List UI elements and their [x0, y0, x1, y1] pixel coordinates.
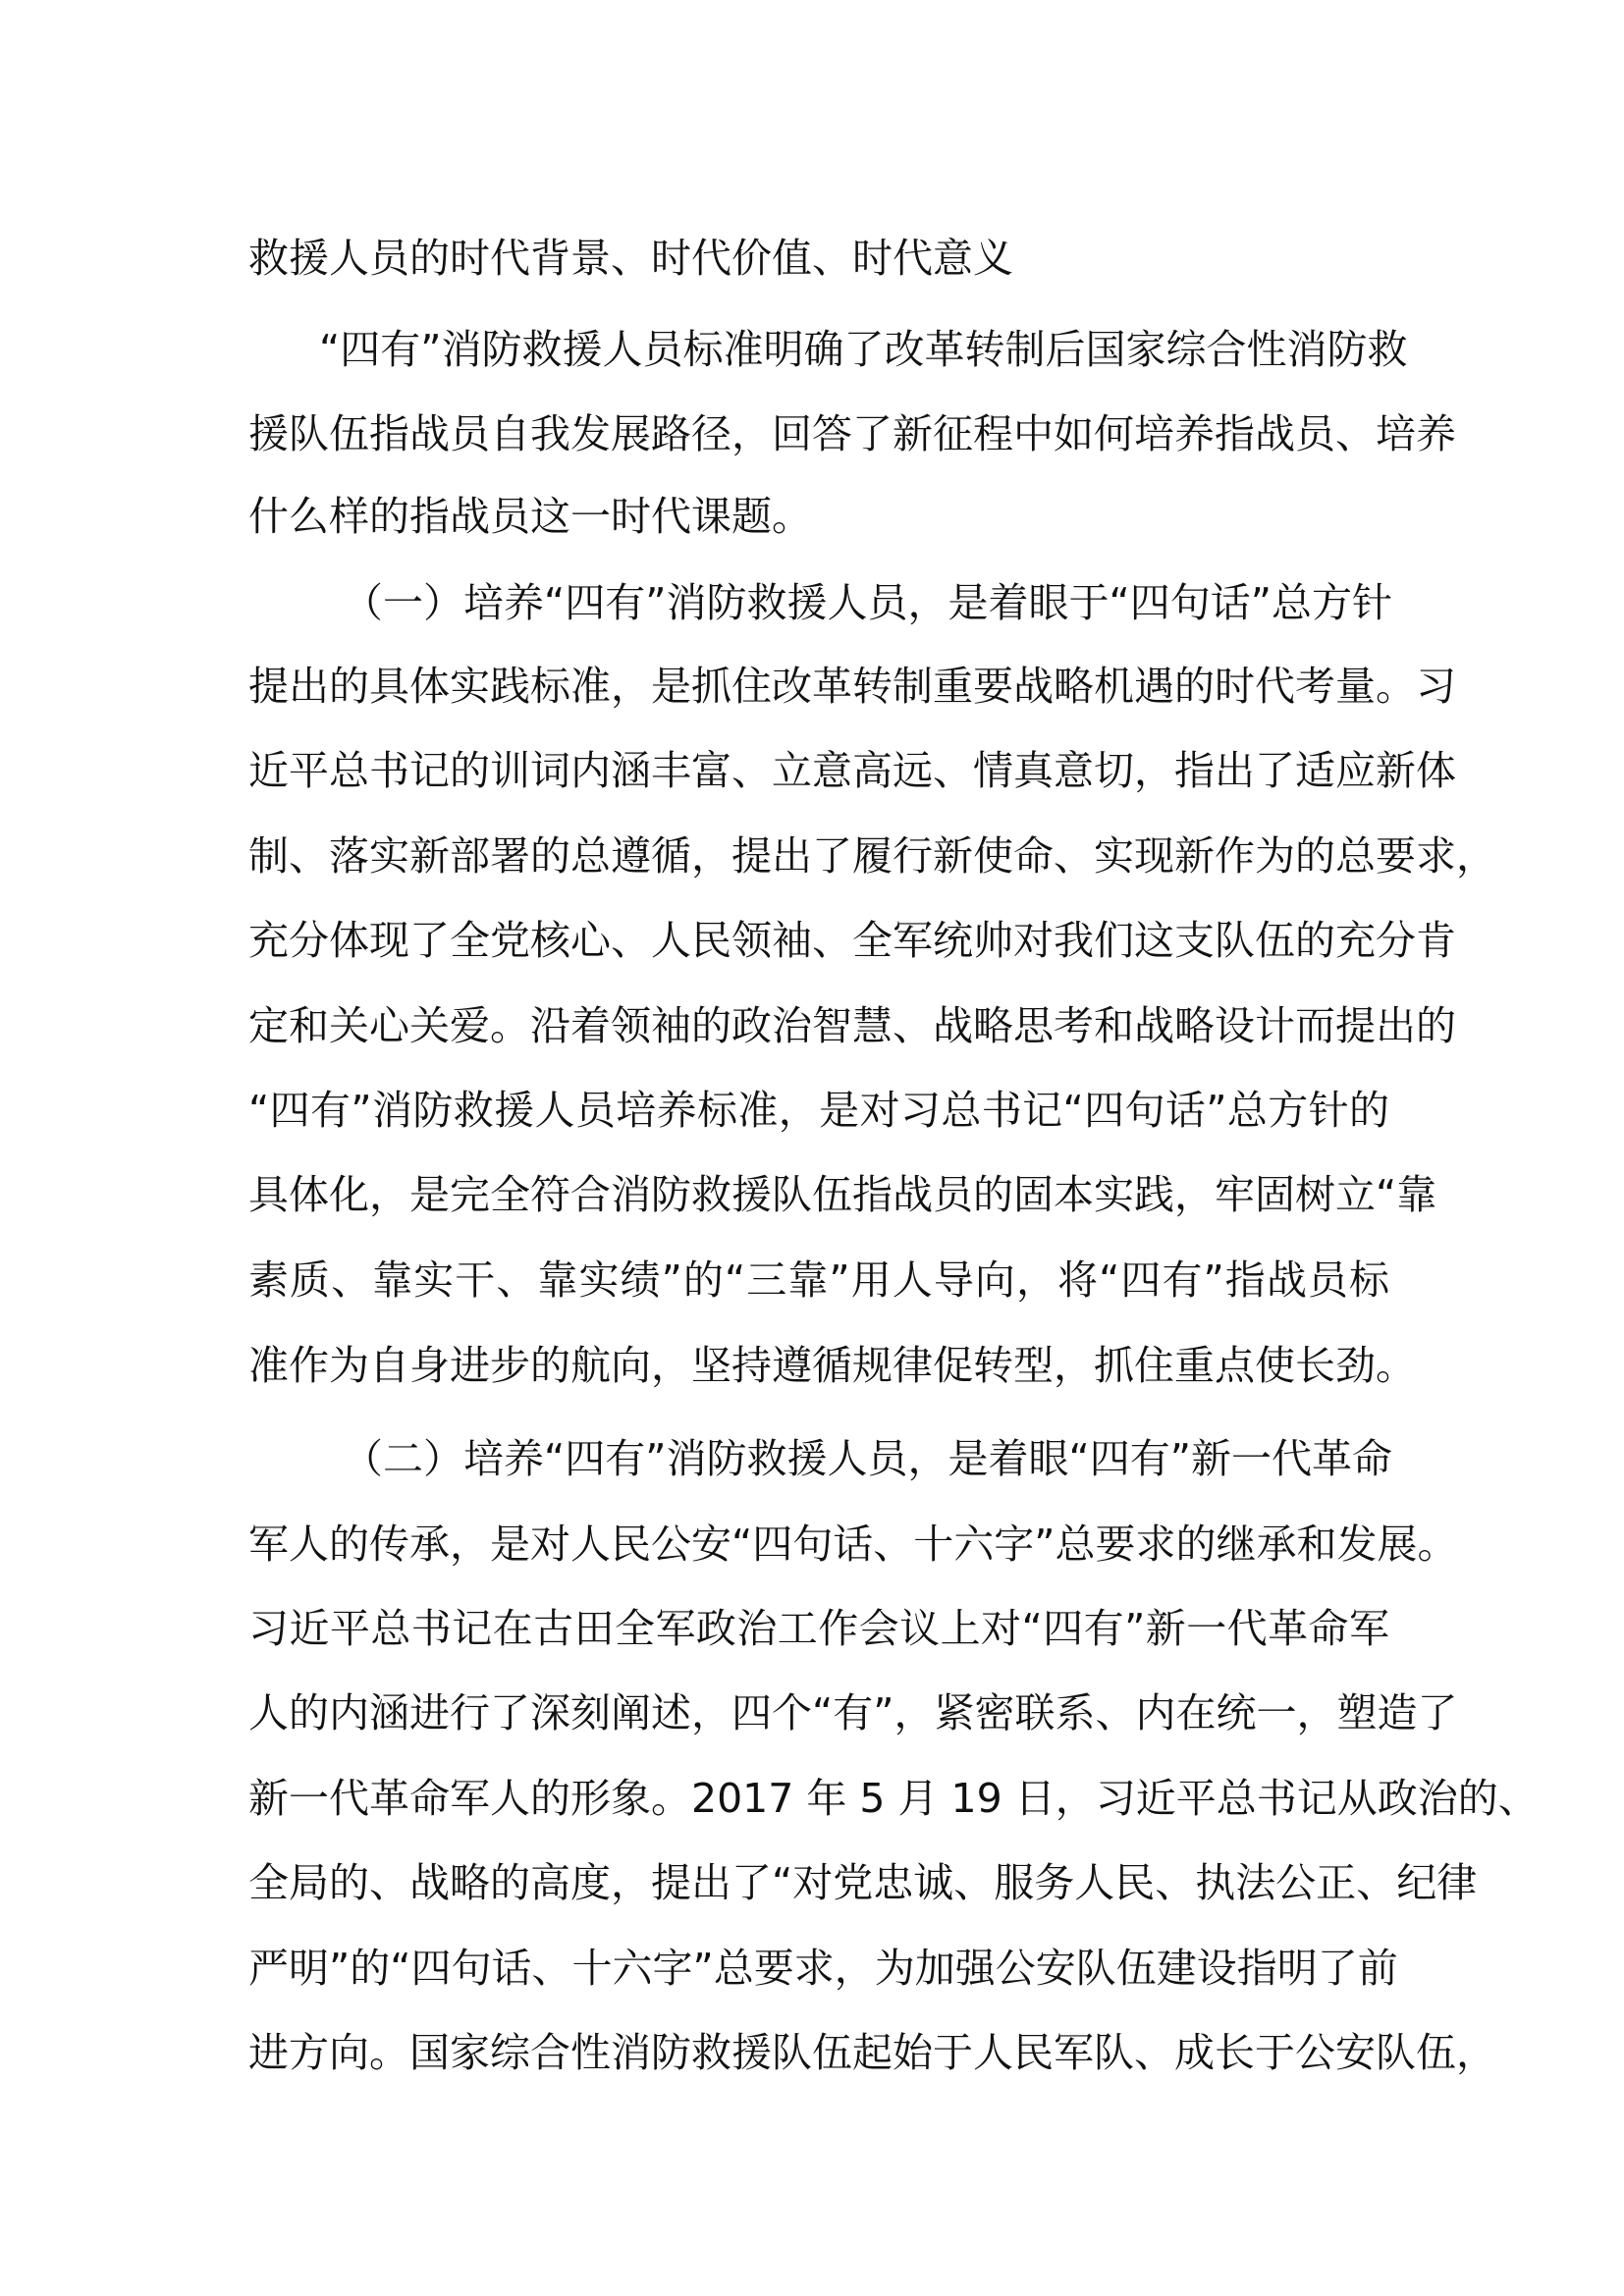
- text-line: 制、落实新部署的总遵循，提出了履行新使命、实现新作为的总要求，: [248, 832, 1496, 880]
- text-line: 准作为自身进步的航向，坚持遵循规律促转型，抓住重点使长劲。: [248, 1342, 1416, 1389]
- text-line: 素质、靠实干、靠实绩”的“三靠”用人导向，将“四有”指战员标: [248, 1256, 1389, 1304]
- text-line: （二）培养“四有”消防救援人员，是着眼“四有”新一代革命: [343, 1435, 1392, 1482]
- text-line: 具体化，是完全符合消防救援队伍指战员的固本实践，牢固树立“靠: [248, 1171, 1437, 1218]
- text-line: 充分体现了全党核心、人民领袖、全军统帅对我们这支队伍的充分肯: [248, 917, 1456, 964]
- text-line: 人的内涵进行了深刻阐述，四个“有”，紧密联系、内在统一，塑造了: [248, 1689, 1458, 1736]
- text-line: 什么样的指战员这一时代课题。: [248, 493, 812, 540]
- text-line: （一）培养“四有”消防救援人员，是着眼于“四句话”总方针: [343, 579, 1392, 626]
- text-line: 新一代革命军人的形象。2017 年 5 月 19 日，习近平总书记从政治的、: [248, 1775, 1539, 1822]
- text-line: 救援人员的时代背景、时代价值、时代意义: [248, 235, 1013, 282]
- text-line: 援队伍指战员自我发展路径，回答了新征程中如何培养指战员、培养: [248, 410, 1456, 457]
- text-line: 严明”的“四句话、十六字”总要求，为加强公安队伍建设指明了前: [248, 1945, 1398, 1992]
- text-line: 全局的、战略的高度，提出了“对党忠诚、服务人民、执法公正、纪律: [248, 1859, 1478, 1906]
- text-line: 提出的具体实践标准，是抓住改革转制重要战略机遇的时代考量。习: [248, 663, 1456, 710]
- text-line: 习近平总书记在古田全军政治工作会议上对“四有”新一代革命军: [248, 1605, 1389, 1652]
- text-line: 定和关心关爱。沿着领袖的政治智慧、战略思考和战略设计而提出的: [248, 1002, 1456, 1049]
- text-line: “四有”消防救援人员培养标准，是对习总书记“四句话”总方针的: [248, 1087, 1389, 1134]
- text-line: 近平总书记的训词内涵丰富、立意高远、情真意切，指出了适应新体: [248, 747, 1456, 794]
- text-line: 进方向。国家综合性消防救援队伍起始于人民军队、成长于公安队伍，: [248, 2029, 1496, 2076]
- text-line: “四有”消防救援人员标准明确了改革转制后国家综合性消防救: [319, 326, 1408, 373]
- text-line: 军人的传承，是对人民公安“四句话、十六字”总要求的继承和发展。: [248, 1521, 1458, 1568]
